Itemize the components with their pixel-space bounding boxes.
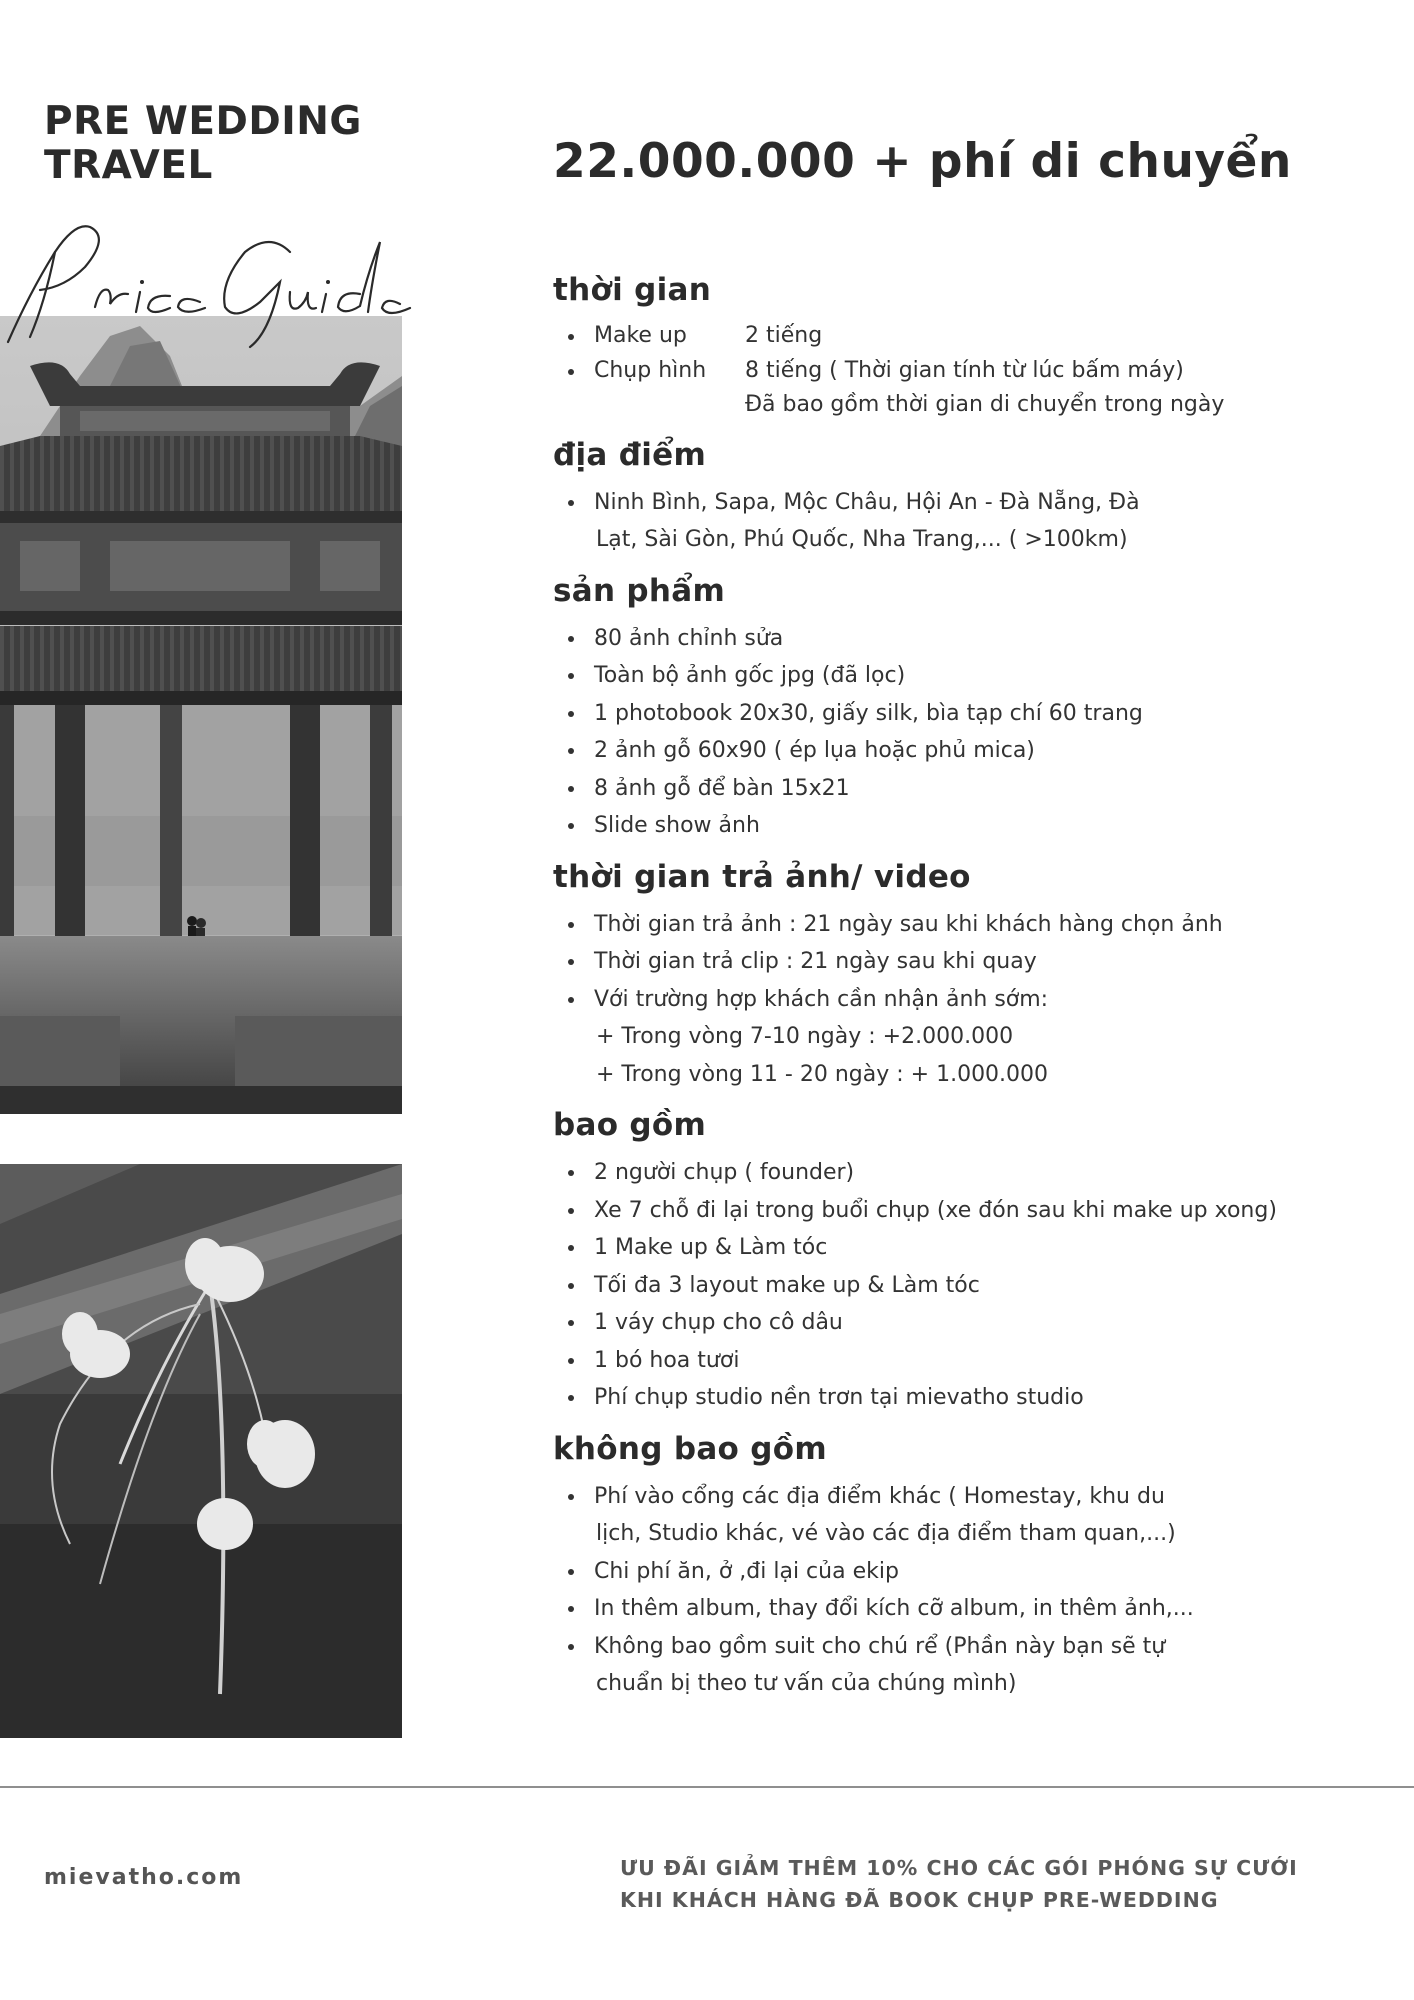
list-item: Xe 7 chỗ đi lại trong buổi chụp (xe đón sau khi make up xong) (553, 1192, 1393, 1230)
list-item: 1 photobook 20x30, giấy silk, bìa tạp chí 60 trang (553, 695, 1393, 733)
orchid-photo (0, 1164, 402, 1738)
list-sub-item: + Trong vòng 11 - 20 ngày : + 1.000.000 (596, 1061, 1049, 1087)
time-label: Chụp hình (594, 357, 707, 383)
time-table (553, 319, 1393, 423)
list-item-continuation: lịch, Studio khác, vé vào các địa điểm tham quan,...) (596, 1521, 1176, 1546)
list-item: Chi phí ăn, ở ,đi lại của ekip (553, 1553, 1393, 1591)
time-row-shooting (553, 354, 1393, 389)
section-heading-time: thời gian (553, 272, 712, 308)
list-item: Với trường hợp khách cần nhận ảnh sớm: (553, 981, 1393, 1019)
list-item-continuation: chuẩn bị theo tư vấn của chúng mình) (596, 1671, 1017, 1696)
section-heading-excluded: không bao gồm (553, 1430, 827, 1467)
list-item: 1 bó hoa tươi (553, 1342, 1393, 1380)
list-item: Toàn bộ ảnh gốc jpg (đã lọc) (553, 657, 1393, 695)
document-title: PRE WEDDING TRAVEL (44, 99, 362, 188)
list-item: 80 ảnh chỉnh sửa (553, 620, 1393, 658)
list-item: Phí chụp studio nền trơn tại mievatho studio (553, 1379, 1393, 1417)
time-value: 2 tiếng (745, 323, 823, 348)
list-sub-item: + Trong vòng 7-10 ngày : +2.000.000 (596, 1024, 1014, 1049)
list-item: In thêm album, thay đổi kích cỡ album, in thêm ảnh,... (553, 1590, 1393, 1628)
bullet (568, 369, 574, 375)
section-excluded (553, 1429, 1393, 1703)
list-item: Phí vào cổng các địa điểm khác ( Homestay, khu du (553, 1478, 1393, 1516)
promo-line: KHI KHÁCH HÀNG ĐÃ BOOK CHỤP PRE-WEDDING (620, 1888, 1219, 1912)
list-item: 2 người chụp ( founder) (553, 1154, 1393, 1192)
time-value-note: Đã bao gồm thời gian di chuyển trong ngày (745, 392, 1225, 417)
section-time (553, 270, 1393, 423)
bullet (568, 334, 574, 340)
section-heading-included: bao gồm (553, 1107, 707, 1143)
list-item-continuation: Lạt, Sài Gòn, Phú Quốc, Nha Trang,... ( >100km) (596, 527, 1128, 552)
section-location (553, 435, 1393, 559)
section-included (553, 1105, 1393, 1417)
list-item: 1 váy chụp cho cô dâu (553, 1304, 1393, 1342)
list-item: Thời gian trả clip : 21 ngày sau khi quay (553, 943, 1393, 981)
website-link[interactable]: mievatho.com (44, 1865, 244, 1890)
list-item: Thời gian trả ảnh : 21 ngày sau khi khách hàng chọn ảnh (553, 906, 1393, 944)
time-label: Make up (594, 323, 687, 348)
section-heading-location: địa điểm (553, 436, 707, 473)
time-value: 8 tiếng ( Thời gian tính từ lúc bấm máy) (745, 357, 1184, 383)
price-details (553, 270, 1393, 1715)
list-item: Ninh Bình, Sapa, Mộc Châu, Hội An - Đà Nẵng, Đà (553, 484, 1393, 522)
price-guide-script (0, 212, 420, 352)
list-item: 2 ảnh gỗ 60x90 ( ép lụa hoặc phủ mica) (553, 732, 1393, 770)
time-row-makeup (553, 319, 1393, 354)
list-item: 1 Make up & Làm tóc (553, 1229, 1393, 1267)
section-product (553, 571, 1393, 845)
list-item: Không bao gồm suit cho chú rể (Phần này bạn sẽ tự (553, 1628, 1393, 1666)
time-row-shooting-note (553, 388, 1393, 423)
section-heading-delivery: thời gian trả ảnh/ video (553, 858, 971, 895)
list-item: Tối đa 3 layout make up & Làm tóc (553, 1267, 1393, 1305)
section-heading-product: sản phẩm (553, 572, 726, 609)
promo-line: ƯU ĐÃI GIẢM THÊM 10% CHO CÁC GÓI PHÓNG SỰ CƯỚI (620, 1856, 1298, 1880)
section-delivery (553, 857, 1393, 1094)
list-item: 8 ảnh gỗ để bàn 15x21 (553, 770, 1393, 808)
promo-note (620, 1852, 1380, 1916)
package-price: 22.000.000 + phí di chuyển (553, 134, 1292, 189)
list-item: Slide show ảnh (553, 807, 1393, 845)
temple-photo (0, 316, 402, 1114)
footer-divider (0, 1786, 1414, 1788)
